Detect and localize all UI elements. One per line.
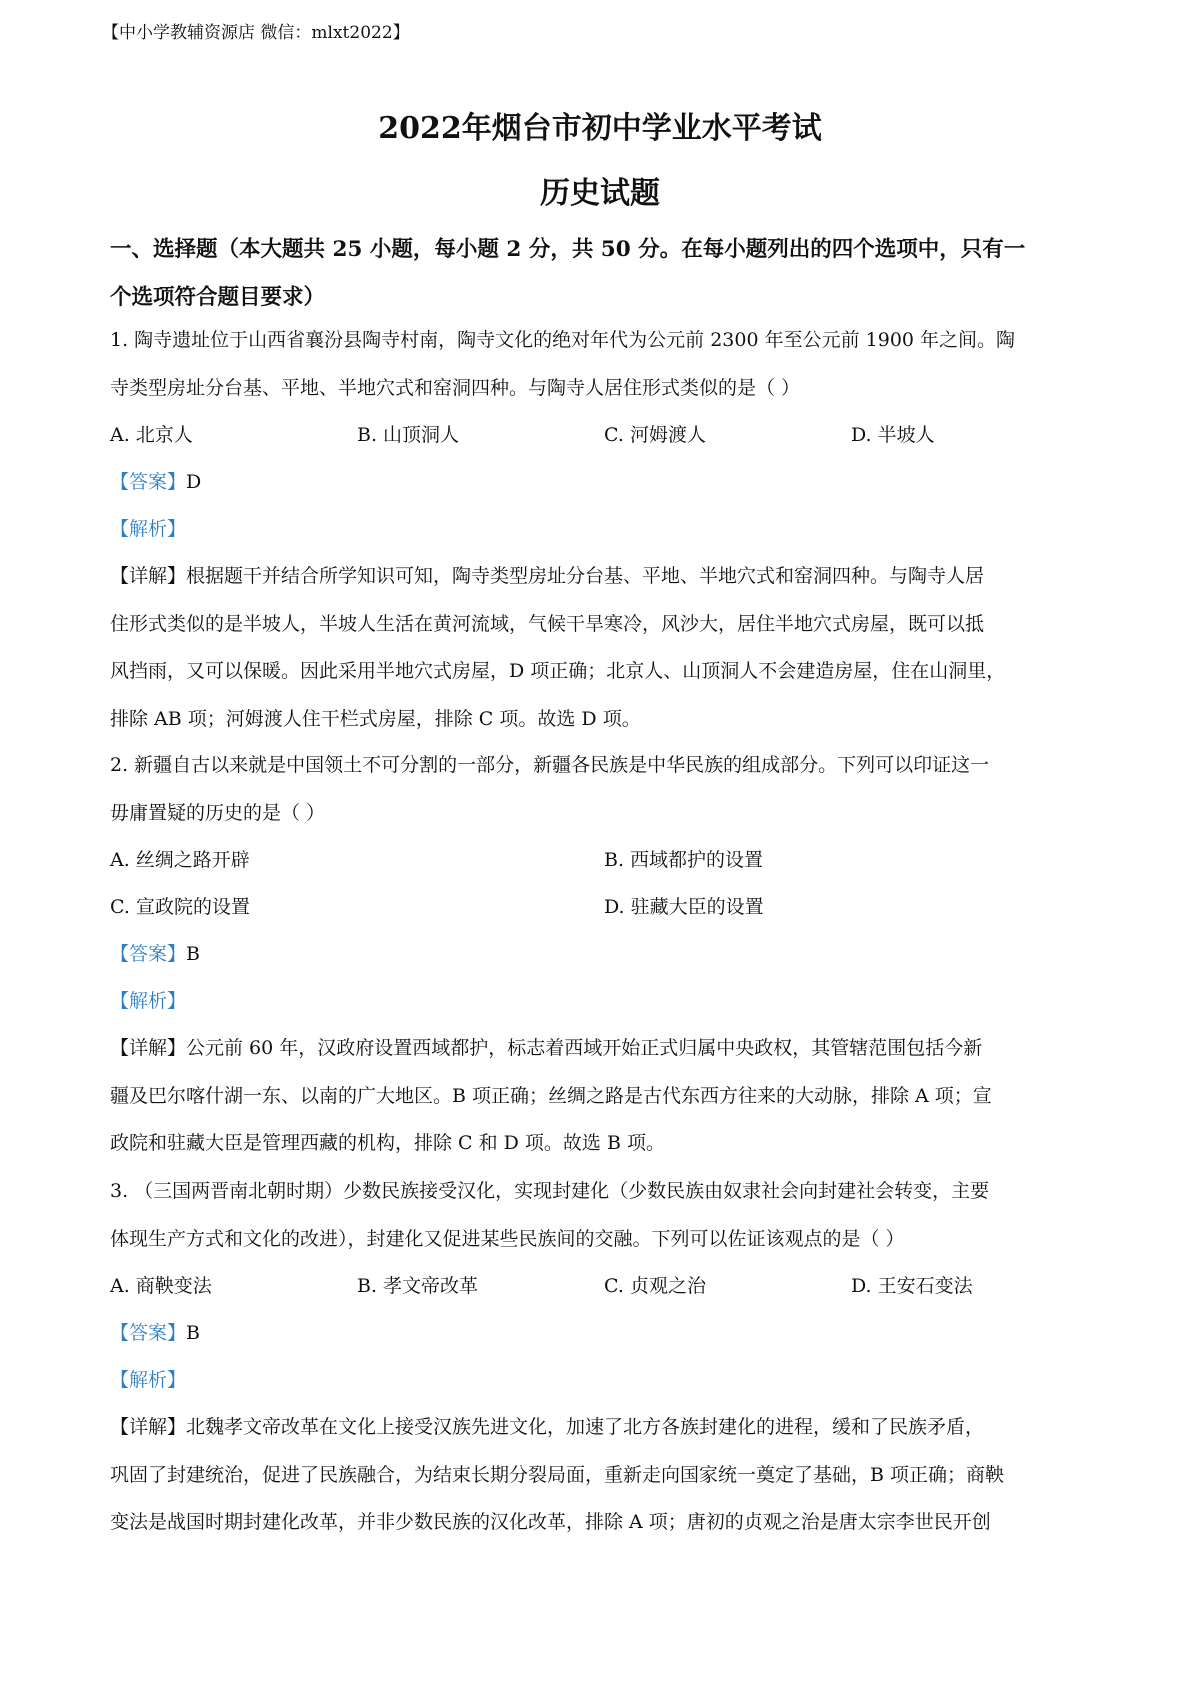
analysis-label: 【解析】 — [110, 1369, 187, 1391]
section-heading-line: 个选项符合题目要求） — [110, 285, 326, 310]
detail-line: 巩固了封建统治，促进了民族融合，为结束长期分裂局面，重新走向国家统一奠定了基础，B 项正确；商鞅 — [110, 1463, 1005, 1486]
question-3-detail — [110, 1404, 1100, 1547]
question-2-detail — [110, 1025, 1100, 1168]
analysis-label: 【解析】 — [110, 990, 187, 1012]
option-d: D. 半坡人 — [851, 424, 935, 446]
header-note: 【中小学教辅资源店 微信：mlxt2022】 — [102, 23, 410, 43]
option-a: A. 北京人 — [110, 424, 193, 446]
option-b: B. 西域都护的设置 — [604, 849, 764, 871]
option-d: D. 王安石变法 — [851, 1275, 973, 1297]
question-2-stem — [110, 742, 1100, 837]
detail-line: 政院和驻藏大臣是管理西藏的机构，排除 C 和 D 项。故选 B 项。 — [110, 1132, 665, 1154]
answer-label: 【答案】 — [110, 1322, 187, 1344]
answer-label: 【答案】 — [110, 471, 187, 493]
section-heading-line: 一、选择题（本大题共 25 小题，每小题 2 分，共 50 分。在每小题列出的四个选项中，只有一 — [110, 237, 1026, 262]
option-a: A. 商鞅变法 — [110, 1275, 212, 1297]
question-1-detail — [110, 553, 1100, 743]
section-heading — [110, 226, 1110, 322]
answer-line — [110, 459, 201, 507]
answer-label: 【答案】 — [110, 943, 187, 965]
question-1-options — [110, 412, 1110, 460]
option-d: D. 驻藏大臣的设置 — [604, 896, 764, 918]
detail-label: 【详解】 — [110, 565, 187, 587]
option-c: C. 河姆渡人 — [604, 424, 706, 446]
analysis-line — [110, 506, 186, 554]
stem-line: 体现生产方式和文化的改进），封建化又促进某些民族间的交融。下列可以佐证该观点的是（ ） — [110, 1227, 905, 1250]
option-c: C. 贞观之治 — [604, 1275, 706, 1297]
detail-line: 【详解】公元前 60 年，汉政府设置西域都护，标志着西域开始正式归属中央政权，其管辖范围包括今新 — [110, 1037, 983, 1059]
detail-label: 【详解】 — [110, 1037, 187, 1059]
analysis-line — [110, 1357, 186, 1405]
analysis-line — [110, 978, 186, 1026]
stem-line: 毋庸置疑的历史的是（ ） — [110, 801, 326, 824]
answer-line — [110, 931, 200, 979]
detail-line: 变法是战国时期封建化改革，并非少数民族的汉化改革，排除 A 项；唐初的贞观之治是唐太宗李世民开创 — [110, 1511, 991, 1533]
exam-title: 2022年烟台市初中学业水平考试 — [378, 111, 822, 146]
detail-line: 【详解】北魏孝文帝改革在文化上接受汉族先进文化，加速了北方各族封建化的进程，缓和了民族矛盾， — [110, 1416, 985, 1438]
exam-subtitle: 历史试题 — [540, 176, 660, 211]
answer-value: B — [186, 943, 200, 965]
question-3-stem — [110, 1168, 1100, 1263]
detail-line: 风挡雨，又可以保暖。因此采用半地穴式房屋，D 项正确；北京人、山顶洞人不会建造房屋，住在山洞里， — [110, 660, 1006, 682]
detail-line: 排除 AB 项；河姆渡人住干栏式房屋，排除 C 项。故选 D 项。 — [110, 707, 641, 730]
answer-line — [110, 1310, 200, 1358]
analysis-label: 【解析】 — [110, 518, 187, 540]
answer-value: B — [186, 1322, 200, 1344]
question-3-options — [110, 1263, 1110, 1311]
detail-line: 疆及巴尔喀什湖一东、以南的广大地区。B 项正确；丝绸之路是古代东西方往来的大动脉，排除 A 项；宣 — [110, 1084, 992, 1107]
option-b: B. 山顶洞人 — [357, 424, 460, 446]
detail-line: 住形式类似的是半坡人，半坡人生活在黄河流域，气候干旱寒冷，风沙大，居住半地穴式房屋，既可以抵 — [110, 612, 985, 635]
stem-line: 3. （三国两晋南北朝时期）少数民族接受汉化，实现封建化（少数民族由奴隶社会向封建社会转变，主要 — [110, 1180, 990, 1202]
option-b: B. 孝文帝改革 — [357, 1275, 479, 1297]
detail-label: 【详解】 — [110, 1416, 187, 1438]
stem-line: 1. 陶寺遗址位于山西省襄汾县陶寺村南，陶寺文化的绝对年代为公元前 2300 年至公元前 1900 年之间。陶 — [110, 329, 1016, 351]
answer-value: D — [186, 471, 202, 493]
question-2-options-row2 — [110, 884, 1110, 932]
question-2-options-row1 — [110, 837, 1110, 885]
option-a: A. 丝绸之路开辟 — [110, 849, 250, 871]
detail-line: 【详解】根据题干并结合所学知识可知，陶寺类型房址分台基、平地、半地穴式和窑洞四种。与陶寺人居 — [110, 565, 985, 587]
option-c: C. 宣政院的设置 — [110, 896, 250, 918]
stem-line: 2. 新疆自古以来就是中国领土不可分割的一部分，新疆各民族是中华民族的组成部分。下列可以印证这一 — [110, 754, 990, 776]
question-1-stem — [110, 317, 1100, 412]
stem-line: 寺类型房址分台基、平地、半地穴式和窑洞四种。与陶寺人居住形式类似的是（ ） — [110, 376, 801, 399]
